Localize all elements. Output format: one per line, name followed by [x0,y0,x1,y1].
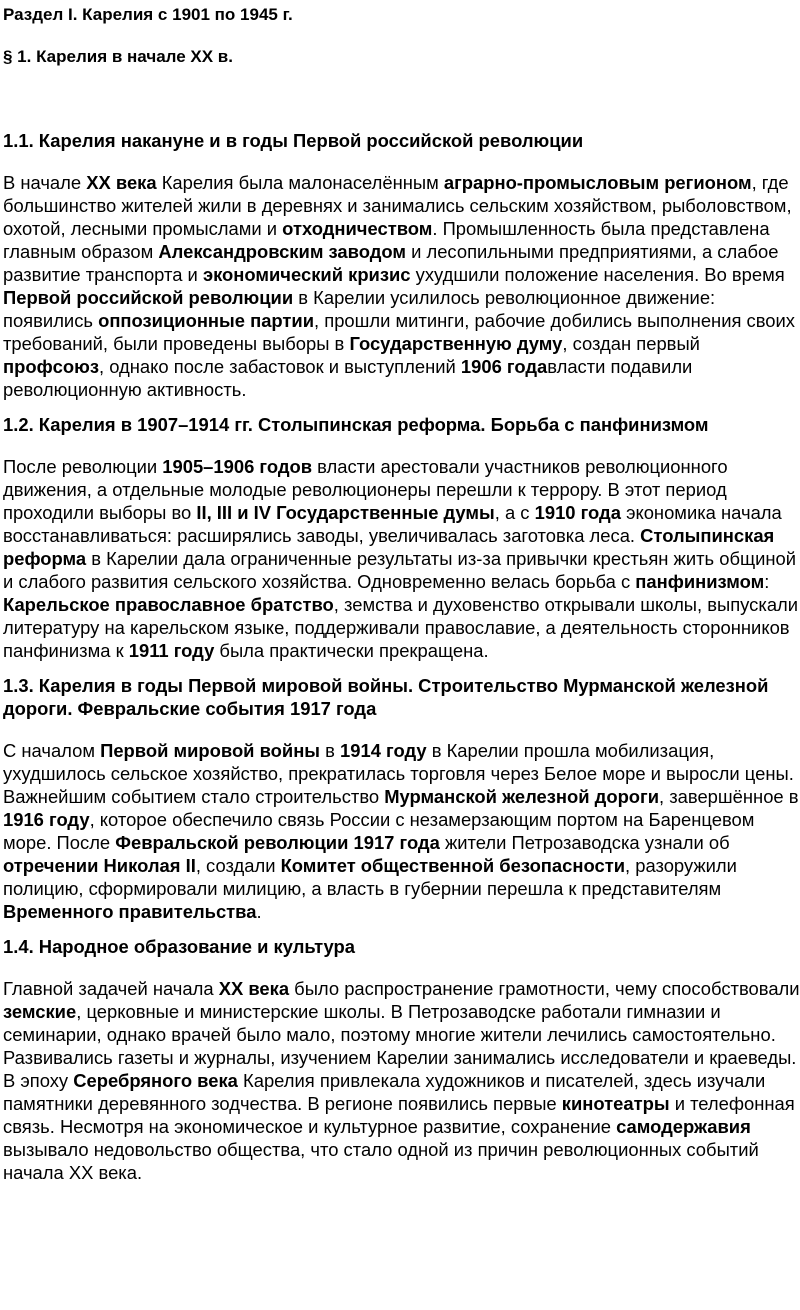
text-run: , церковные и министерские школы. В Петрозаводске работали гимназии и семинарии, однако врачей было мало, поэтому многие жители лечились самостоятельно. Развивались газеты и журналы, изучением Карелии занимались исследователи и краеведы. В эпоху [3,1001,797,1091]
text-run: Карелия привлекала художников и писателей, здесь изучали памятники деревянного зодчества. В регионе появились первые [3,1070,766,1114]
bold-term: II, III и IV Государственные думы [196,502,495,523]
text-run: было распространение грамотности, чему способствовали [289,978,800,999]
text-run: и телефонная связь. Несмотря на экономическое и культурное развитие, сохранение [3,1093,795,1137]
bold-term: 1911 году [128,640,215,661]
text-run: , завершённое в [659,786,799,807]
text-run: в [320,740,341,761]
text-run: в Карелии усилилось революционное движение: появились [3,287,716,331]
chapter-title: § 1. Карелия в начале XX в. [3,47,233,66]
section-title: 1.3. Карелия в годы Первой мировой войны. Строительство Мурманской железной дороги. Февральские события 1917 года [3,675,769,719]
text-run: . [256,901,262,922]
bold-term: Временного правительства [3,901,257,922]
text-run: , однако после забастовок и выступлений [98,356,461,377]
bold-term: Комитет общественной безопасности [280,855,626,876]
bold-term: Карельское православное братство [3,594,334,615]
bold-term: самодержавия [616,1116,751,1137]
section-paragraph [3,171,800,401]
text-run: в Карелии дала ограниченные результаты из-за привычки крестьян жить общиной и слабого развития сельского хозяйства. Одновременно велась борьба с [3,548,797,592]
bold-term: аграрно-промысловым регионом [443,172,752,193]
bold-term: Столыпинская реформа [3,525,775,569]
bold-term: панфинизмом [635,571,765,592]
bold-term: Первой мировой войны [100,740,321,761]
text-run: , которое обеспечило связь России с незамерзающим портом на Баренцевом море. После [3,809,755,853]
text-run: в Карелии прошла мобилизация, ухудшилось сельское хозяйство, прекратилась торговля через Белое море и выросли цены. Важнейшим событием стало строительство [3,740,794,807]
bold-term: XX века [218,978,290,999]
text-run: , создали [195,855,281,876]
bold-term: Государственную думу [349,333,563,354]
bold-term: XX века [86,172,157,193]
text-run: вызывало недовольство общества, что стало одной из причин революционных событий начала XX века. [3,1139,759,1183]
bold-term: Февральской революции 1917 года [115,832,440,853]
bold-term: 1906 года [460,356,548,377]
text-run: была практически прекращена. [214,640,489,661]
bold-term: Серебряного века [73,1070,238,1091]
section-title: 1.1. Карелия накануне и в годы Первой российской революции [3,130,584,151]
bold-term: профсоюз [3,356,99,377]
text-run: Карелия была малонаселённым [156,172,444,193]
bold-term: 1914 году [340,740,427,761]
bold-term: кинотеатры [561,1093,670,1114]
bold-term: земские [3,1001,77,1022]
text-run: , разоружили полицию, сформировали милицию, а власть в губернии перешла к представителям [3,855,737,899]
bold-term: оппозиционные партии [98,310,315,331]
part-title: Раздел I. Карелия с 1901 по 1945 г. [3,5,293,24]
section-title: 1.4. Народное образование и культура [3,936,355,957]
bold-term: 1916 году [3,809,90,830]
text-run: , прошли митинги, рабочие добились выполнения своих требований, были проведены выборы в [3,310,795,354]
text-run: В начале [3,172,87,193]
bold-term: Александровским заводом [158,241,406,262]
text-run: , а с [494,502,535,523]
text-run: , земства и духовенство открывали школы, выпускали литературу на карельском языке, поддерживали православие, а деятельность сторонников панфинизма к [3,594,799,661]
bold-term: Первой российской революции [3,287,294,308]
text-run: С началом [3,740,101,761]
bold-term: отречении Николая II [3,855,196,876]
bold-term: отходничеством [282,218,433,239]
bold-term: Мурманской железной дороги [384,786,659,807]
bold-term: экономический кризис [202,264,411,285]
text-run: . Промышленность была представлена главным образом [3,218,770,262]
text-run: Главной задачей начала [3,978,219,999]
text-run: и лесопильными предприятиями, а слабое развитие транспорта и [3,241,779,285]
bold-term: 1910 года [534,502,621,523]
text-run: жители Петрозаводска узнали об [439,832,730,853]
text-run: ухудшили положение населения. Во время [410,264,785,285]
text-run: : [764,571,770,592]
section-title: 1.2. Карелия в 1907–1914 гг. Столыпинская реформа. Борьба с панфинизмом [3,414,709,435]
text-run: власти арестовали участников революционного движения, а отдельные молодые революционеры перешли к террору. В этот период проходили выборы во [3,456,728,523]
section-paragraph [3,455,800,662]
bold-term: 1905–1906 годов [162,456,313,477]
section-paragraph [3,739,800,923]
section-paragraph [3,977,800,1184]
text-run: власти подавили революционную активность. [3,356,693,400]
text-run: После революции [3,456,163,477]
text-run: экономика начала восстанавливаться: расширялись заводы, увеличивалась заготовка леса. [3,502,782,546]
text-run: , создан первый [562,333,700,354]
text-run: , где большинство жителей жили в деревнях и занимались сельским хозяйством, рыболовством, охотой, лесными промыслами и [3,172,792,239]
